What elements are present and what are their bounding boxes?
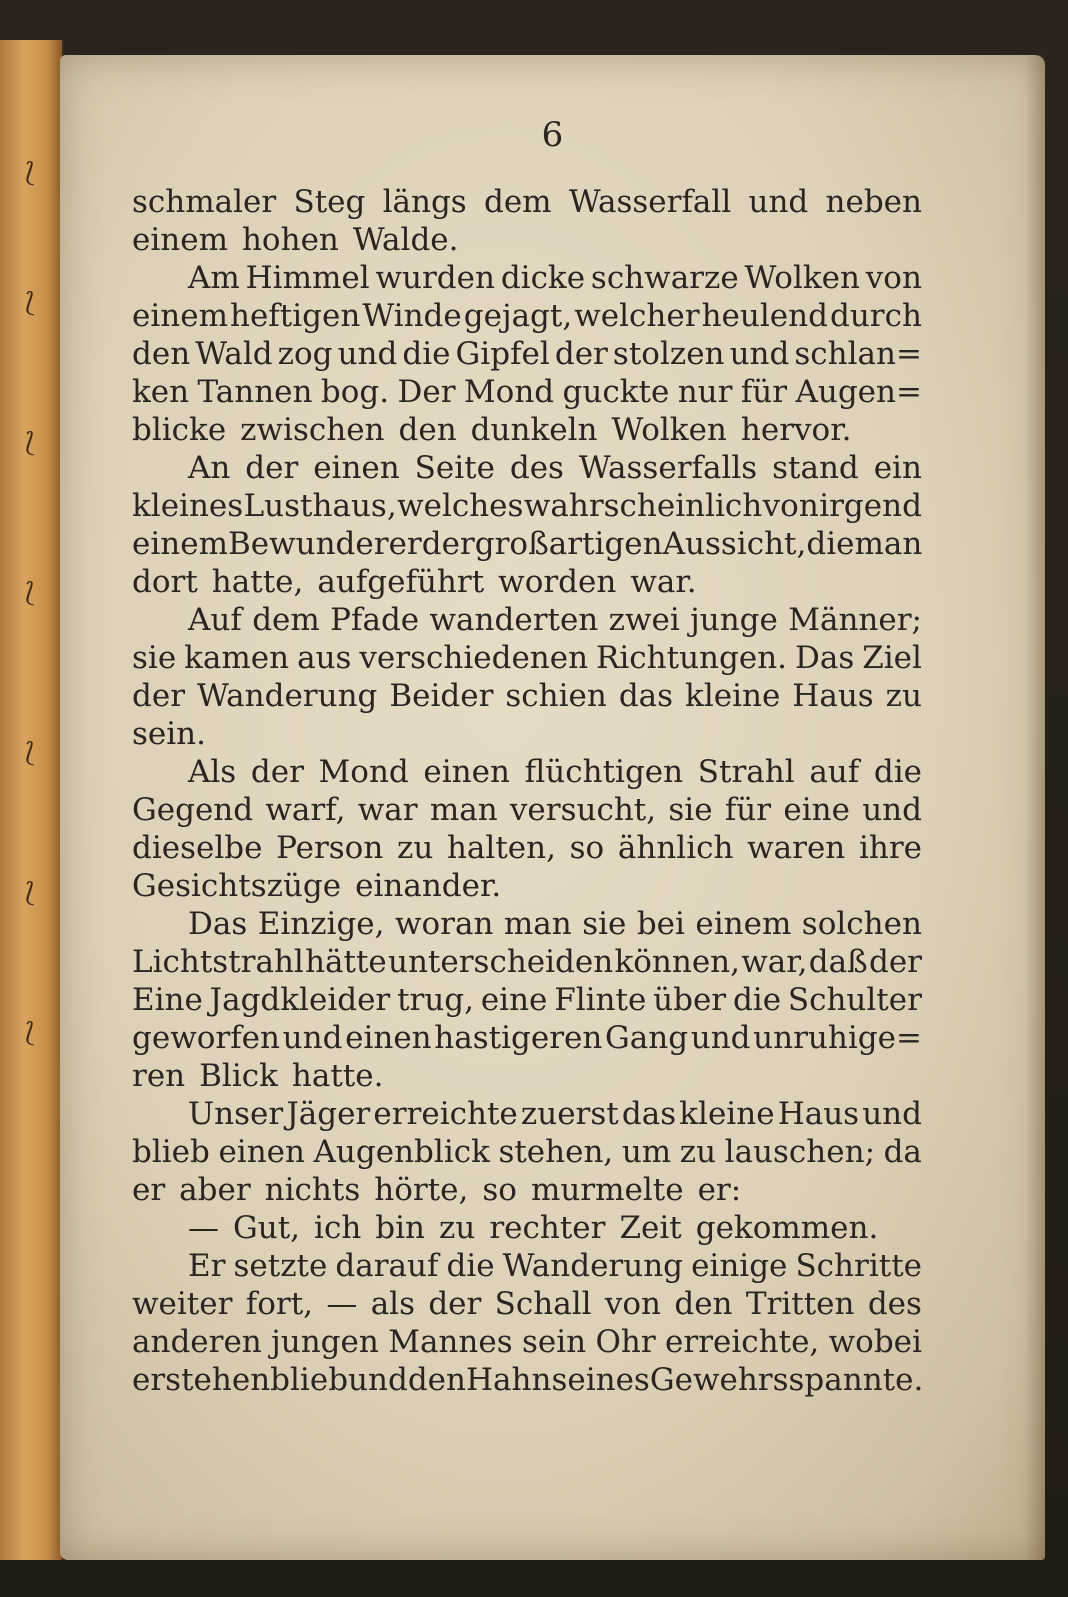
word: hastigeren [434,1020,603,1056]
text-line [132,221,922,259]
word: so [569,830,605,866]
word: Als [188,754,237,790]
word: guckte [562,374,670,410]
word: Das [794,640,855,676]
word: auf [809,754,860,790]
word: Mond [463,374,555,410]
word: Winde [362,298,462,334]
word: lauschen; [724,1134,876,1170]
word: unterscheiden [388,944,614,980]
word: hervor. [740,412,852,448]
word: sie [668,792,713,828]
word: und [862,1096,922,1132]
word: bin [375,1210,426,1246]
word: für [740,374,788,410]
word: einen [423,754,510,790]
spine-ornament-icon: ⟅ [24,158,36,188]
word: weiter [132,1286,233,1322]
word: Gegend [132,792,254,828]
word: Männer; [788,602,922,638]
word: Seite [414,450,495,486]
word: sein [521,1324,587,1360]
word: gekommen. [695,1210,879,1246]
word: Wolken [744,260,860,296]
word: hörte, [374,1172,469,1208]
word: blicke [132,412,227,448]
word: man [429,792,498,828]
text-line [132,1323,922,1361]
word: zu [679,1134,717,1170]
word: Schritte [795,1248,922,1284]
text-line [132,1057,922,1095]
word: der [428,1286,482,1322]
text-line [132,1361,922,1399]
word: stand [772,450,859,486]
word: hätte [305,944,387,980]
body-text [132,183,922,1399]
page-edge-shadow [1025,55,1045,1560]
word: murmelte [530,1172,684,1208]
word: Wanderung [196,678,378,714]
word: ähnlich [617,830,734,866]
word: die [446,1248,495,1284]
text-line [132,905,922,943]
word: rechter [489,1210,606,1246]
page-number: 6 [541,115,564,155]
word: den [407,1362,466,1398]
word: An [188,450,231,486]
word: kamen [184,640,290,676]
word: ihre [858,830,922,866]
word: nichts [264,1172,361,1208]
word: Eine [132,982,203,1018]
word: welcher [574,298,700,334]
word: und [337,336,398,372]
word: einander. [355,868,502,904]
word: erreichte, [665,1324,820,1360]
word: der [132,678,186,714]
word: anderen [132,1324,262,1360]
word: worden [498,564,617,600]
text-line [132,373,922,411]
text-line [132,1171,922,1209]
word: Gesichtszüge [132,868,342,904]
word: den [398,412,457,448]
word: des [867,1286,922,1322]
word: der [421,526,475,562]
word: einem [132,526,228,562]
word: Walde. [352,222,459,258]
word: sein. [132,716,206,752]
word: und [348,1362,408,1398]
word: und [690,1020,751,1056]
word: Gewehrs [649,1362,789,1398]
word: waren [747,830,846,866]
text-line [132,525,922,563]
word: Tannen [197,374,313,410]
word: die [732,982,782,1018]
word: dort [132,564,198,600]
word: geworfen [132,1020,280,1056]
word: heftigen [230,298,361,334]
word: verschiedenen [359,640,589,676]
text-line [132,1209,922,1247]
word: irgend [819,488,922,524]
word: Aussicht, [662,526,807,562]
text-line [132,411,922,449]
word: da [883,1134,922,1170]
text-line [132,791,922,829]
word: wurden [375,260,495,296]
word: Wasserfall [568,184,732,220]
text-line [132,183,922,221]
word: den [674,1286,733,1322]
word: hatte. [291,1058,384,1094]
word: und [282,1020,343,1056]
word: den [132,336,191,372]
word: er [132,1172,166,1208]
word: gejagt, [463,298,573,334]
text-line [132,449,922,487]
spine-ornament-icon: ⟅ [24,578,36,608]
word: war. [630,564,697,600]
word: Hahn [465,1362,552,1398]
word: wahrscheinlich [523,488,763,524]
word: dicke [500,260,586,296]
word: Bewunderer [227,526,422,562]
word: von [762,488,819,524]
word: Er [188,1248,226,1284]
word: flüchtigen [524,754,684,790]
word: für [724,792,772,828]
word: er: [697,1172,742,1208]
word: das [621,1096,677,1132]
word: der [245,450,299,486]
word: setzte [233,1248,328,1284]
word: neben [825,184,922,220]
word: Wald [195,336,273,372]
word: erreichte [373,1096,518,1132]
word: der [554,336,608,372]
word: zwei [608,602,680,638]
word: Beider [389,678,494,714]
word: der [868,944,922,980]
text-line [132,601,922,639]
word: und [729,336,790,372]
word: aufgeführt [317,564,485,600]
word: Himmel [245,260,370,296]
word: blieb [270,1362,349,1398]
word: ken [132,374,190,410]
word: zwischen [240,412,385,448]
word: Gut, [233,1210,301,1246]
word: Jagdkleider [209,982,391,1018]
book-spine [0,40,64,1560]
word: nur [677,374,733,410]
word: und [748,184,809,220]
word: — [188,1210,219,1246]
word: bog. [320,374,390,410]
word: großartigen [474,526,663,562]
text-line [132,1133,922,1171]
spine-ornament-icon: ⟅ [24,428,36,458]
word: die [873,754,922,790]
word: blieb [132,1134,210,1170]
word: Blick [199,1058,278,1094]
word: eine [480,982,548,1018]
word: spannte. [788,1362,924,1398]
word: dunkeln [470,412,598,448]
word: Pfade [330,602,420,638]
word: des [509,450,564,486]
word: Wasserfalls [578,450,758,486]
word: einen [345,1020,432,1056]
word: Person [276,830,384,866]
word: Flinte [554,982,647,1018]
word: unruhige= [753,1020,922,1056]
spine-ornament-icon: ⟅ [24,288,36,318]
word: schmaler [132,184,277,220]
word: so [482,1172,517,1208]
book-page [60,55,1045,1560]
word: wanderten [429,602,599,638]
text-line [132,981,922,1019]
word: dem [252,602,320,638]
word: kleines [132,488,244,524]
word: Ziel [862,640,922,676]
word: längs [382,184,467,220]
word: als [370,1286,415,1322]
word: wobei [828,1324,922,1360]
word: um [621,1134,672,1170]
word: jungen [271,1324,379,1360]
word: dem [483,184,552,220]
word: Auf [188,602,242,638]
text-line [132,487,922,525]
word: stehen [165,1362,271,1398]
word: Schall [494,1286,592,1322]
word: seines [551,1362,650,1398]
word: über [653,982,727,1018]
text-line [132,753,922,791]
word: einige [691,1248,788,1284]
word: zu [439,1210,476,1246]
text-line [132,1019,922,1057]
word: warf, [265,792,346,828]
word: war, [741,944,808,980]
word: die [806,526,855,562]
word: Jäger [286,1096,371,1132]
word: man [503,906,572,942]
word: ein [873,450,922,486]
word: kleine [685,678,781,714]
word: Ohr [595,1324,656,1360]
word: Zeit [619,1210,682,1246]
word: darauf [335,1248,439,1284]
text-line [132,297,922,335]
word: sie [582,906,627,942]
word: von [865,260,922,296]
word: Augenblick [313,1134,490,1170]
word: und [862,792,922,828]
word: zu [396,830,434,866]
word: kleine [679,1096,775,1132]
text-line [132,639,922,677]
word: aber [179,1172,251,1208]
word: stehen, [498,1134,614,1170]
word: einen [313,450,400,486]
word: Gang [605,1020,689,1056]
word: schwarze [590,260,739,296]
word: trug, [397,982,475,1018]
word: Wanderung [502,1248,684,1284]
word: war [357,792,418,828]
word: — [326,1286,358,1322]
word: Lichtstrahl [132,944,304,980]
word: ich [314,1210,362,1246]
word: Wolken [611,412,727,448]
text-line [132,1285,922,1323]
word: zu [885,678,922,714]
word: Unser [188,1096,284,1132]
word: man [854,526,923,562]
word: zuerst [520,1096,619,1132]
text-line [132,867,922,905]
word: einem [695,906,792,942]
word: Am [188,260,240,296]
word: welches [397,488,524,524]
word: solchen [801,906,922,942]
word: hatte, [211,564,304,600]
text-line [132,563,922,601]
word: schien [505,678,607,714]
word: Tritten [745,1286,855,1322]
word: die [402,336,451,372]
word: Einzige, [257,906,385,942]
word: junge [690,602,778,638]
word: durch [829,298,922,334]
spine-ornament-icon: ⟅ [24,878,36,908]
spine-ornament-icon: ⟅ [24,738,36,768]
word: Haus [792,678,874,714]
word: können, [614,944,740,980]
text-line [132,1247,922,1285]
word: einem [132,222,228,258]
word: eine [783,792,850,828]
word: schlan= [794,336,922,372]
word: Haus [777,1096,860,1132]
word: daß [808,944,868,980]
word: der [250,754,304,790]
word: Mond [318,754,409,790]
text-line [132,259,922,297]
word: zog [277,336,333,372]
word: Mannes [388,1324,513,1360]
word: Lusthaus, [243,488,397,524]
word: fort, [245,1286,314,1322]
word: Steg [293,184,366,220]
word: heulend [701,298,828,334]
word: dieselbe [132,830,263,866]
word: einem [132,298,228,334]
word: ren [132,1058,186,1094]
word: Strahl [697,754,795,790]
word: stolzen [612,336,725,372]
text-line [132,829,922,867]
word: woran [394,906,494,942]
word: halten, [446,830,556,866]
word: Schulter [787,982,922,1018]
spine-ornament-icon: ⟅ [24,1018,36,1048]
word: Der [397,374,456,410]
word: Richtungen. [596,640,788,676]
word: einen [218,1134,305,1170]
word: hohen [241,222,339,258]
text-line [132,715,922,753]
word: er [132,1362,166,1398]
text-line [132,943,922,981]
word: sie [132,640,177,676]
word: aus [297,640,352,676]
text-line [132,1095,922,1133]
text-line [132,677,922,715]
text-line [132,335,922,373]
word: Gipfel [455,336,550,372]
word: das [618,678,674,714]
word: von [604,1286,662,1322]
word: versucht, [509,792,657,828]
word: Augen= [795,374,922,410]
word: bei [636,906,685,942]
word: Das [188,906,248,942]
